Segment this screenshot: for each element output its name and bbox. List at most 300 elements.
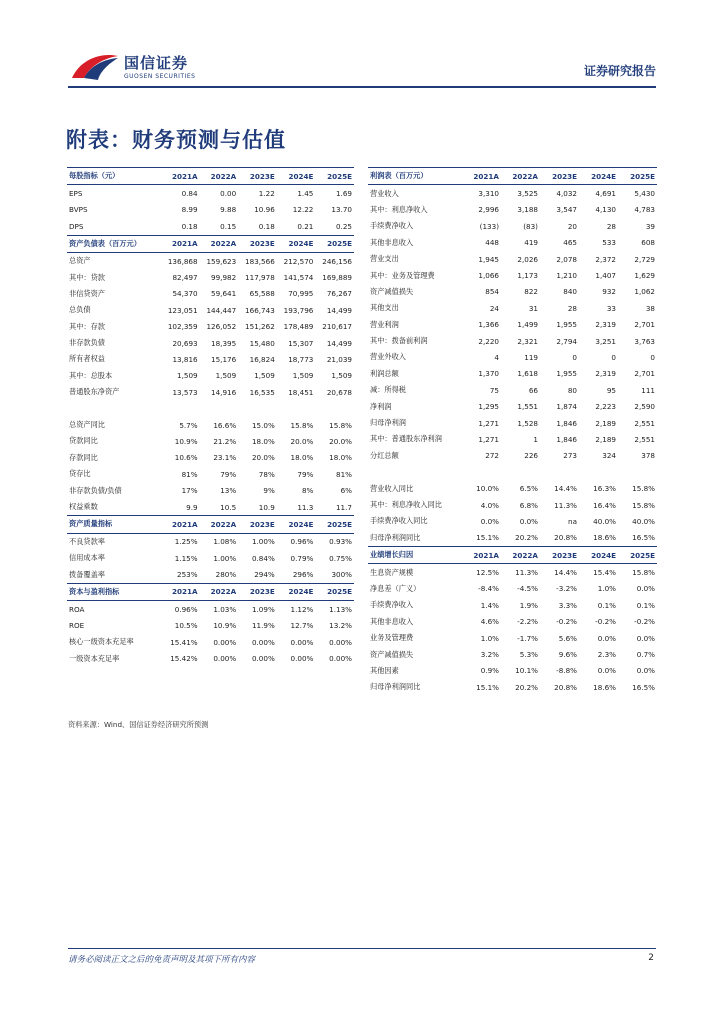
row-label: 利润总额 <box>370 368 399 378</box>
row-value: 9.9 <box>186 502 198 512</box>
row-value: -8.8% <box>556 666 577 676</box>
row-label: 营业收入同比 <box>370 483 414 493</box>
row-label: 其他非息收入 <box>370 616 414 626</box>
row-label: 资产减值损失 <box>370 649 414 659</box>
table-row <box>67 566 354 582</box>
row-value: 2,026 <box>517 254 538 264</box>
row-value: 0.15 <box>220 221 237 231</box>
row-label: 总资产同比 <box>69 420 105 430</box>
table-year-header: 2023E <box>540 168 579 185</box>
row-label: 存款同比 <box>69 452 98 462</box>
row-value: 79% <box>220 469 237 479</box>
row-value: 75 <box>489 385 499 395</box>
row-value: 5.7% <box>179 420 198 430</box>
row-value: 12.7% <box>290 621 314 631</box>
table-row <box>368 646 657 662</box>
row-value: 5.6% <box>558 633 577 643</box>
row-value: 21,039 <box>326 354 352 364</box>
row-value: 1 <box>533 434 538 444</box>
row-value: 10.9% <box>174 436 198 446</box>
row-value: 38 <box>645 303 655 313</box>
table-section-title: 资本与盈利指标 <box>67 583 161 600</box>
table-row <box>368 398 657 414</box>
row-value: 2.3% <box>597 650 616 660</box>
row-value: 70,995 <box>288 289 314 299</box>
row-value: 0.0% <box>636 633 655 643</box>
row-label: 营业外收入 <box>370 352 406 362</box>
source-note: 资料来源：Wind、国信证券经济研究所预测 <box>68 720 209 729</box>
row-value: 20,678 <box>326 387 352 397</box>
row-value: 15.42% <box>170 654 198 664</box>
table-year-header: 2021A <box>161 583 200 600</box>
table-year-header: 2023E <box>238 583 277 600</box>
table-year-header: 2022A <box>200 168 239 185</box>
row-value: 1,528 <box>517 418 538 428</box>
row-value: -0.2% <box>634 617 655 627</box>
table-header-row <box>67 516 354 533</box>
row-value: 9.88 <box>220 205 237 215</box>
table-year-header: 2022A <box>200 583 239 600</box>
row-label: 总资产 <box>69 256 91 266</box>
table-row <box>67 482 354 498</box>
row-value: 246,156 <box>322 256 352 266</box>
financial-table <box>67 515 354 583</box>
row-value: 13.2% <box>329 621 352 631</box>
row-value: -1.7% <box>517 633 538 643</box>
row-value: 1,295 <box>478 402 499 412</box>
company-name-en: GUOSEN SECURITIES <box>124 73 196 80</box>
row-value: 1.4% <box>480 600 499 610</box>
row-value: -0.2% <box>595 617 616 627</box>
table-section-title: 业绩增长归因 <box>368 546 462 563</box>
table-year-header: 2025E <box>618 168 657 185</box>
row-label: 减：所得税 <box>370 385 406 395</box>
row-value <box>462 464 501 480</box>
row-value: 1,846 <box>556 434 577 444</box>
row-value: 4.6% <box>480 617 499 627</box>
row-value: 141,574 <box>283 273 314 283</box>
row-value: 1.03% <box>213 604 237 614</box>
row-label: 普通股东净资产 <box>69 387 120 397</box>
table-row <box>368 581 657 597</box>
row-value: 4,783 <box>634 205 655 215</box>
row-value: 2,319 <box>595 369 616 379</box>
row-label: 生息资产规模 <box>370 567 414 577</box>
row-value: 0.00 <box>220 189 237 199</box>
row-value: 0 <box>572 352 577 362</box>
left-tables-column <box>67 167 354 667</box>
table-year-header: 2022A <box>200 235 239 252</box>
row-value: 1,551 <box>517 402 538 412</box>
row-value: 296% <box>292 570 314 580</box>
table-row <box>368 300 657 316</box>
row-value: 4.0% <box>480 500 499 510</box>
row-value: 3,251 <box>595 336 616 346</box>
row-label: 其中：利息净收入 <box>370 204 428 214</box>
row-value: 40.0% <box>593 516 616 526</box>
table-row <box>368 235 657 251</box>
row-value: 1.09% <box>251 604 275 614</box>
table-row <box>67 202 354 218</box>
row-label: EPS <box>69 189 83 199</box>
row-value: 11.3% <box>554 500 577 510</box>
row-value: 3,547 <box>556 205 577 215</box>
row-label: 其他因素 <box>370 665 399 675</box>
row-value: 2,189 <box>595 418 616 428</box>
row-label: 其中：存款 <box>69 321 105 331</box>
row-value: 17% <box>181 486 198 496</box>
table-row <box>368 382 657 398</box>
row-value: 280% <box>215 570 237 580</box>
row-value: 10.9% <box>213 621 237 631</box>
row-value: 1,271 <box>478 434 499 444</box>
row-label: 其他支出 <box>370 303 399 313</box>
row-value: 10.6% <box>174 453 198 463</box>
financial-table <box>67 167 354 235</box>
row-value: 5,430 <box>634 189 655 199</box>
row-label: 其中：普通股东净利润 <box>370 434 442 444</box>
row-value: 1.22 <box>258 189 275 199</box>
row-value: 465 <box>563 238 577 248</box>
row-value: 78% <box>258 469 275 479</box>
row-value: 3,310 <box>478 189 499 199</box>
table-year-header: 2023E <box>238 235 277 252</box>
table-year-header: 2024E <box>579 546 618 563</box>
row-value <box>540 464 579 480</box>
row-value: 15.8% <box>632 568 655 578</box>
row-value: 15.8% <box>290 420 314 430</box>
row-value: 1,629 <box>634 271 655 281</box>
row-value: 300% <box>331 570 352 580</box>
row-value: 20.8% <box>554 533 577 543</box>
row-value: 0.9% <box>480 666 499 676</box>
row-value: 10.5 <box>220 502 237 512</box>
row-value: 1,062 <box>634 287 655 297</box>
row-value: 1,509 <box>331 371 352 381</box>
row-value: 15,176 <box>211 354 237 364</box>
row-value: 18.6% <box>593 682 616 692</box>
row-value: 0.18 <box>181 221 198 231</box>
table-year-header: 2025E <box>315 583 354 600</box>
row-label: DPS <box>69 221 84 231</box>
row-value: 6.8% <box>519 500 538 510</box>
table-row <box>67 185 354 202</box>
page-number: 2 <box>648 953 654 963</box>
row-value: 40.0% <box>632 516 655 526</box>
row-label: 手续费净收入 <box>370 221 414 231</box>
row-label: 信用成本率 <box>69 553 105 563</box>
row-value: 11.9% <box>251 621 275 631</box>
row-label: ROE <box>69 621 85 631</box>
row-value: 0.0% <box>519 516 538 526</box>
row-value: 0.00% <box>329 654 352 664</box>
table-year-header: 2021A <box>161 516 200 533</box>
row-value: 54,370 <box>172 289 198 299</box>
row-value: 81% <box>336 469 352 479</box>
row-label: 拨备覆盖率 <box>69 569 105 579</box>
row-value: 0.0% <box>636 666 655 676</box>
table-row <box>368 564 657 581</box>
row-value: 1.9% <box>519 600 538 610</box>
row-value: 111 <box>641 385 655 395</box>
row-label: 营业利润 <box>370 319 399 329</box>
disclaimer-text: 请务必阅读正文之后的免责声明及其项下所有内容 <box>68 955 256 965</box>
row-value: 2,321 <box>517 336 538 346</box>
row-label <box>67 400 161 416</box>
table-year-header: 2024E <box>579 168 618 185</box>
row-value: 13,573 <box>172 387 198 397</box>
table-row <box>368 415 657 431</box>
table-row <box>368 317 657 333</box>
table-year-header: 2022A <box>501 546 540 563</box>
row-label: 净利润 <box>370 401 392 411</box>
row-value: 16.5% <box>632 682 655 692</box>
table-row <box>67 650 354 666</box>
table-year-header: 2025E <box>618 546 657 563</box>
row-value: 2,372 <box>595 254 616 264</box>
row-value: 822 <box>524 287 538 297</box>
table-row <box>67 302 354 318</box>
row-label: 非存款负债 <box>69 338 105 348</box>
row-value: 2,996 <box>478 205 499 215</box>
row-label: 分红总额 <box>370 450 399 460</box>
table-section-title: 资产负债表（百万元） <box>67 235 161 252</box>
row-value: 2,223 <box>595 402 616 412</box>
row-value: 10.1% <box>515 666 538 676</box>
row-value: 8.99 <box>181 205 198 215</box>
table-row <box>368 185 657 202</box>
row-value: 1.13% <box>329 604 352 614</box>
row-value: 1,874 <box>556 402 577 412</box>
row-value: (133) <box>479 221 499 231</box>
row-value: 144,447 <box>206 305 237 315</box>
row-value: 1.25% <box>174 537 198 547</box>
row-value: 0.00% <box>251 654 275 664</box>
row-label: 贷存比 <box>69 469 91 479</box>
row-value: 0.84 <box>181 189 198 199</box>
row-value: (83) <box>523 221 538 231</box>
row-value: 3.3% <box>558 600 577 610</box>
row-label: 一级资本充足率 <box>69 653 120 663</box>
table-row <box>67 618 354 634</box>
table-year-header: 2023E <box>238 168 277 185</box>
table-header-row <box>67 168 354 185</box>
row-label: 贷款同比 <box>69 436 98 446</box>
row-value: 6.5% <box>519 484 538 494</box>
row-value: 1,173 <box>517 271 538 281</box>
row-value: 65,588 <box>249 289 275 299</box>
table-year-header: 2025E <box>315 168 354 185</box>
row-value: 0.0% <box>480 516 499 526</box>
row-value: 3,763 <box>634 336 655 346</box>
row-value: 18.0% <box>251 436 275 446</box>
row-value: 76,267 <box>326 289 352 299</box>
table-row <box>368 284 657 300</box>
row-value: 16.4% <box>593 500 616 510</box>
row-value: 28 <box>606 221 616 231</box>
row-value: 0.96% <box>174 604 198 614</box>
row-value: 24 <box>489 303 499 313</box>
row-value: 0.00% <box>213 637 237 647</box>
row-value: 16.3% <box>593 484 616 494</box>
row-value: 102,359 <box>167 322 198 332</box>
row-value: 0.00% <box>251 637 275 647</box>
row-value: 1,509 <box>215 371 237 381</box>
table-row <box>67 218 354 234</box>
row-label: 不良贷款率 <box>69 536 105 546</box>
row-value: 39 <box>645 221 655 231</box>
row-label: 手续费净收入 <box>370 600 414 610</box>
row-value: 117,978 <box>245 273 275 283</box>
row-value: 183,566 <box>245 256 275 266</box>
row-value: 3.2% <box>480 650 499 660</box>
row-label: 其中：利息净收入同比 <box>370 500 442 509</box>
row-value: 2,701 <box>634 320 655 330</box>
guosen-logo-icon <box>70 50 120 82</box>
table-row <box>368 513 657 529</box>
row-value: 1,370 <box>478 369 499 379</box>
row-value: 15.4% <box>593 568 616 578</box>
table-section-title: 每股指标（元） <box>67 168 161 185</box>
row-value: 59,641 <box>211 289 237 299</box>
row-value: 1,210 <box>556 271 577 281</box>
row-value: 4 <box>494 352 499 362</box>
row-value: 178,489 <box>283 322 314 332</box>
row-value <box>200 400 239 416</box>
table-row <box>67 466 354 482</box>
row-value: 10.9 <box>258 502 275 512</box>
table-row <box>67 433 354 449</box>
row-label: 核心一级资本充足率 <box>69 637 134 647</box>
table-row <box>67 550 354 566</box>
table-row <box>368 251 657 267</box>
row-value: 10.0% <box>476 484 499 494</box>
row-value: 12.22 <box>292 205 314 215</box>
row-value: 33 <box>606 303 616 313</box>
row-value <box>315 400 354 416</box>
row-value: 2,319 <box>595 320 616 330</box>
row-value: 0.21 <box>297 221 314 231</box>
table-year-header: 2025E <box>315 235 354 252</box>
row-value: 15.8% <box>329 420 352 430</box>
row-value: 1,366 <box>478 320 499 330</box>
row-label: 营业支出 <box>370 254 399 264</box>
row-value: 840 <box>563 287 577 297</box>
row-value: 15.1% <box>476 533 499 543</box>
row-value: 0 <box>611 352 616 362</box>
row-label: 资产减值损失 <box>370 286 414 296</box>
row-label: 非信贷资产 <box>69 288 105 298</box>
row-label: 所有者权益 <box>69 354 105 364</box>
table-row <box>368 448 657 464</box>
row-value: 932 <box>602 287 616 297</box>
row-value: 212,570 <box>283 256 314 266</box>
row-value: 193,796 <box>283 305 314 315</box>
row-value: 20.8% <box>554 682 577 692</box>
row-value: 20 <box>567 221 577 231</box>
row-value: 23.1% <box>213 453 237 463</box>
row-value: 13.70 <box>331 205 352 215</box>
table-row <box>368 218 657 234</box>
table-row <box>368 349 657 365</box>
row-value: 13% <box>220 486 237 496</box>
row-value: 66 <box>528 385 538 395</box>
row-value: 6% <box>340 486 352 496</box>
table-year-header: 2022A <box>501 168 540 185</box>
row-value: 16,824 <box>249 354 275 364</box>
row-value: 11.3% <box>515 568 538 578</box>
row-value: 0.00% <box>290 637 314 647</box>
row-value: 16.5% <box>632 533 655 543</box>
row-value: na <box>568 516 577 526</box>
row-value: 0.00% <box>290 654 314 664</box>
table-row <box>368 530 657 546</box>
row-value: 15.0% <box>251 420 275 430</box>
row-value <box>579 464 618 480</box>
row-value: 378 <box>641 451 655 461</box>
table-section-title: 资产质量指标 <box>67 516 161 533</box>
row-value: 123,051 <box>167 305 198 315</box>
table-row <box>67 286 354 302</box>
row-value: 20.0% <box>290 436 314 446</box>
row-label: 权益乘数 <box>69 502 98 511</box>
row-value: 4,691 <box>595 189 616 199</box>
row-value: 0.75% <box>329 553 352 563</box>
table-row <box>67 499 354 515</box>
row-value: 2,701 <box>634 369 655 379</box>
row-value: 2,078 <box>556 254 577 264</box>
row-value: 15,480 <box>249 338 275 348</box>
row-value: 253% <box>177 570 198 580</box>
report-type-label: 证券研究报告 <box>583 64 656 78</box>
row-value: 14,499 <box>326 305 352 315</box>
row-value: 1,945 <box>478 254 499 264</box>
table-row <box>368 497 657 513</box>
row-value: 3,525 <box>517 189 538 199</box>
row-value: 2,551 <box>634 434 655 444</box>
row-value: 20.0% <box>329 436 352 446</box>
header-divider <box>68 86 656 88</box>
row-value: 448 <box>485 238 499 248</box>
row-value: 2,551 <box>634 418 655 428</box>
row-value: 18,395 <box>211 338 237 348</box>
table-row <box>67 533 354 550</box>
row-value: 5.3% <box>519 650 538 660</box>
row-value: 1,618 <box>517 369 538 379</box>
table-year-header: 2024E <box>277 235 316 252</box>
row-value: 20.2% <box>515 533 538 543</box>
row-label: 净息差（广义） <box>370 583 421 593</box>
row-value: 20,693 <box>172 338 198 348</box>
row-value: 1,955 <box>556 369 577 379</box>
financial-table <box>368 546 657 696</box>
row-label: BVPS <box>69 205 88 215</box>
row-value: 4,032 <box>556 189 577 199</box>
row-value: 9.6% <box>558 650 577 660</box>
row-value: 854 <box>485 287 499 297</box>
row-label: 营业收入 <box>370 188 399 198</box>
row-value: 11.7 <box>335 502 352 512</box>
row-label: 其中：总股本 <box>69 370 113 380</box>
row-value: 18,451 <box>288 387 314 397</box>
table-year-header: 2023E <box>238 516 277 533</box>
table-row <box>67 368 354 384</box>
financial-table <box>67 583 354 667</box>
row-value: 12.5% <box>476 568 499 578</box>
row-value: 608 <box>641 238 655 248</box>
page-title: 附表：财务预测与估值 <box>66 128 286 152</box>
row-value: 16.6% <box>213 420 237 430</box>
